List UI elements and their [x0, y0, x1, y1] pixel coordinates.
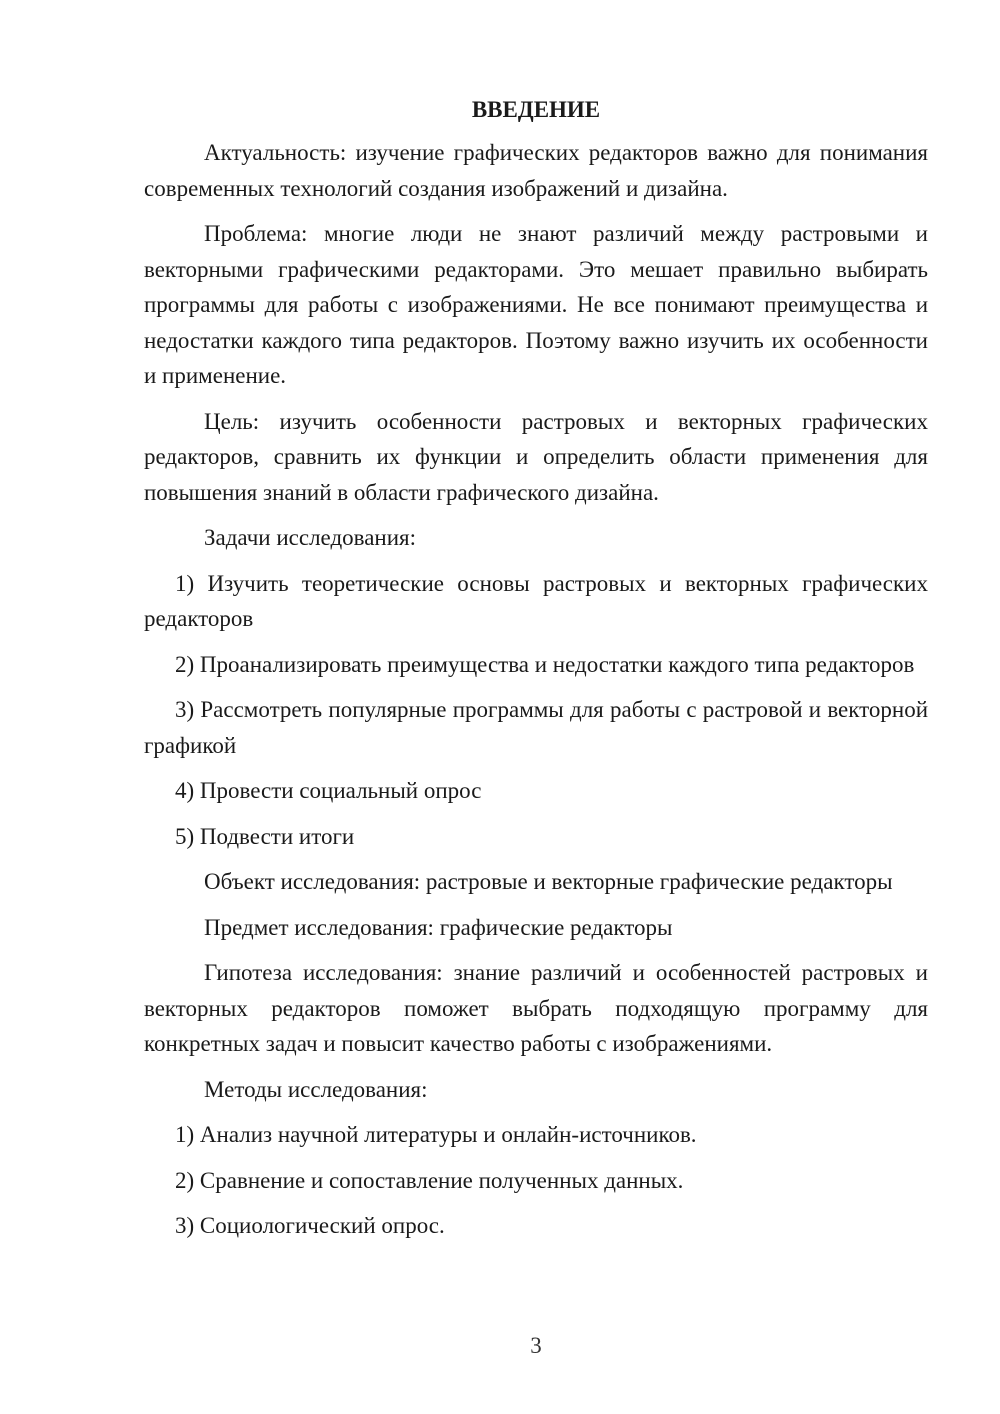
task-item: 5) Подвести итоги — [175, 823, 355, 849]
subject-paragraph: Предмет исследования: графические редакторы — [204, 914, 673, 940]
method-item: 3) Социологический опрос. — [175, 1213, 445, 1238]
problem-paragraph: Проблема: многие люди не знают различий между растровыми и векторными графическими редакторами. Это мешает правильно выбирать программы для работы с изображениями. Не все понимают преимущества и недостатки каждого типа редакторов. Поэтому важно изучить их особенности и применение. — [144, 221, 928, 388]
task-item: 4) Провести социальный опрос — [175, 778, 482, 803]
method-item: 1) Анализ научной литературы и онлайн-источников. — [175, 1122, 697, 1147]
task-item: 1) Изучить теоретические основы растровых и векторных графических редакторов — [144, 570, 928, 631]
document-page — [144, 92, 928, 1254]
task-item: 3) Рассмотреть популярные программы для работы с растровой и векторной графикой — [144, 697, 928, 758]
page-number: 3 — [530, 1333, 542, 1358]
method-item: 2) Сравнение и сопоставление полученных данных. — [175, 1167, 684, 1193]
relevance-paragraph: Актуальность: изучение графических редакторов важно для понимания современных технологий создания изображений и дизайна. — [144, 140, 928, 201]
task-item: 2) Проанализировать преимущества и недостатки каждого типа редакторов — [175, 651, 915, 677]
hypothesis-paragraph: Гипотеза исследования: знание различий и особенностей растровых и векторных редакторов поможет выбрать подходящую программу для конкретных задач и повысит качество работы с изображениями. — [144, 960, 928, 1056]
object-paragraph: Объект исследования: растровые и векторные графические редакторы — [204, 869, 893, 894]
methods-heading: Методы исследования: — [204, 1076, 428, 1102]
tasks-heading: Задачи исследования: — [204, 525, 417, 550]
goal-paragraph: Цель: изучить особенности растровых и векторных графических редакторов, сравнить их функции и определить области применения для повышения знаний в области графического дизайна. — [144, 408, 928, 505]
section-title: ВВЕДЕНИЕ — [471, 97, 601, 122]
